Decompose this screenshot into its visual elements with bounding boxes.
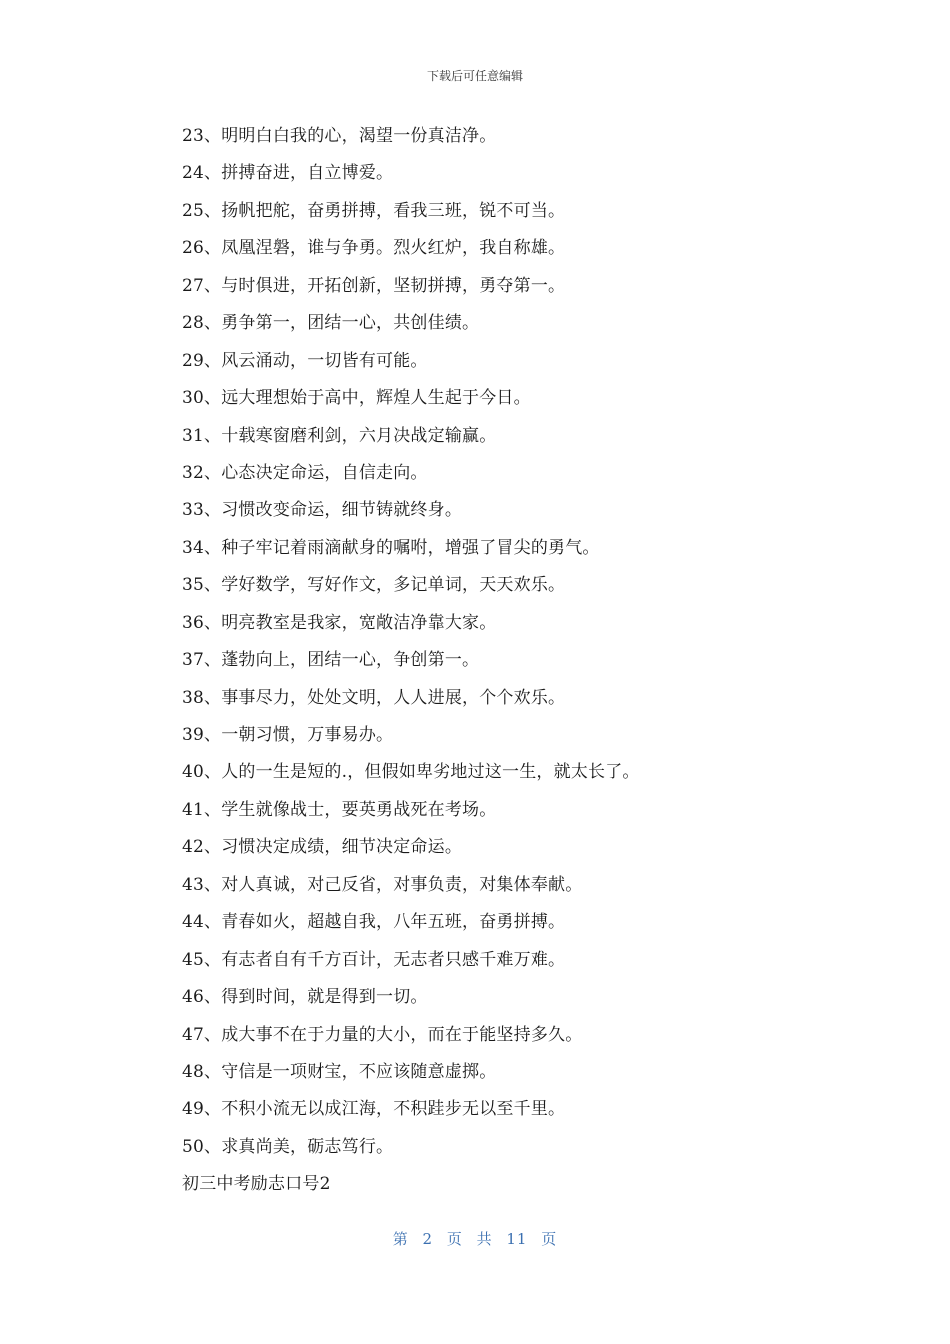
text-line: 50、求真尚美，砺志笃行。 bbox=[182, 1136, 394, 1157]
text-line: 37、蓬勃向上，团结一心，争创第一。 bbox=[182, 650, 480, 671]
text-line: 36、明亮教室是我家，宽敞洁净靠大家。 bbox=[182, 612, 497, 633]
text-line: 29、风云涌动，一切皆有可能。 bbox=[182, 350, 428, 371]
text-line: 30、远大理想始于高中，辉煌人生起于今日。 bbox=[182, 388, 531, 409]
text-line: 47、成大事不在于力量的大小，而在于能坚持多久。 bbox=[182, 1024, 583, 1045]
text-line: 49、不积小流无以成江海，不积跬步无以至千里。 bbox=[182, 1099, 566, 1120]
section-heading: 初三中考励志口号2 bbox=[182, 1174, 331, 1195]
text-line: 42、习惯决定成绩，细节决定命运。 bbox=[182, 837, 463, 858]
text-line: 31、十载寒窗磨利剑，六月决战定输赢。 bbox=[182, 425, 497, 446]
text-line: 35、学好数学，写好作文，多记单词，天天欢乐。 bbox=[182, 575, 566, 596]
text-line: 43、对人真诚，对己反省，对事负责，对集体奉献。 bbox=[182, 874, 583, 895]
text-line: 40、人的一生是短的.，但假如卑劣地过这一生，就太长了。 bbox=[182, 762, 640, 783]
text-line: 48、守信是一项财宝，不应该随意虚掷。 bbox=[182, 1061, 497, 1082]
text-line: 27、与时俱进，开拓创新，坚韧拼搏，勇夺第一。 bbox=[182, 275, 566, 296]
document-body bbox=[182, 118, 882, 1204]
text-line: 34、种子牢记着雨滴献身的嘱咐，增强了冒尖的勇气。 bbox=[182, 537, 600, 558]
text-line: 45、有志者自有千方百计，无志者只感千难万难。 bbox=[182, 949, 566, 970]
text-line: 46、得到时间，就是得到一切。 bbox=[182, 987, 428, 1008]
text-line: 33、习惯改变命运，细节铸就终身。 bbox=[182, 500, 463, 521]
text-line: 41、学生就像战士，要英勇战死在考场。 bbox=[182, 799, 497, 820]
text-line: 24、拼搏奋进，自立博爱。 bbox=[182, 163, 394, 184]
page-number: 第 2 页 共 11 页 bbox=[392, 1230, 558, 1248]
text-line: 25、扬帆把舵，奋勇拼搏，看我三班，锐不可当。 bbox=[182, 200, 566, 221]
page-header: 下载后可任意编辑 bbox=[426, 69, 523, 83]
text-line: 38、事事尽力，处处文明，人人进展，个个欢乐。 bbox=[182, 687, 566, 708]
text-line: 23、明明白白我的心，渴望一份真洁净。 bbox=[182, 126, 497, 146]
text-line: 32、心态决定命运，自信走向。 bbox=[182, 462, 428, 483]
text-line: 28、勇争第一，团结一心，共创佳绩。 bbox=[182, 313, 480, 334]
text-line: 39、一朝习惯，万事易办。 bbox=[182, 725, 394, 745]
text-line: 26、凤凰涅磐，谁与争勇。烈火红炉，我自称雄。 bbox=[182, 238, 566, 259]
text-line: 44、青春如火，超越自我，八年五班，奋勇拼搏。 bbox=[182, 912, 566, 933]
